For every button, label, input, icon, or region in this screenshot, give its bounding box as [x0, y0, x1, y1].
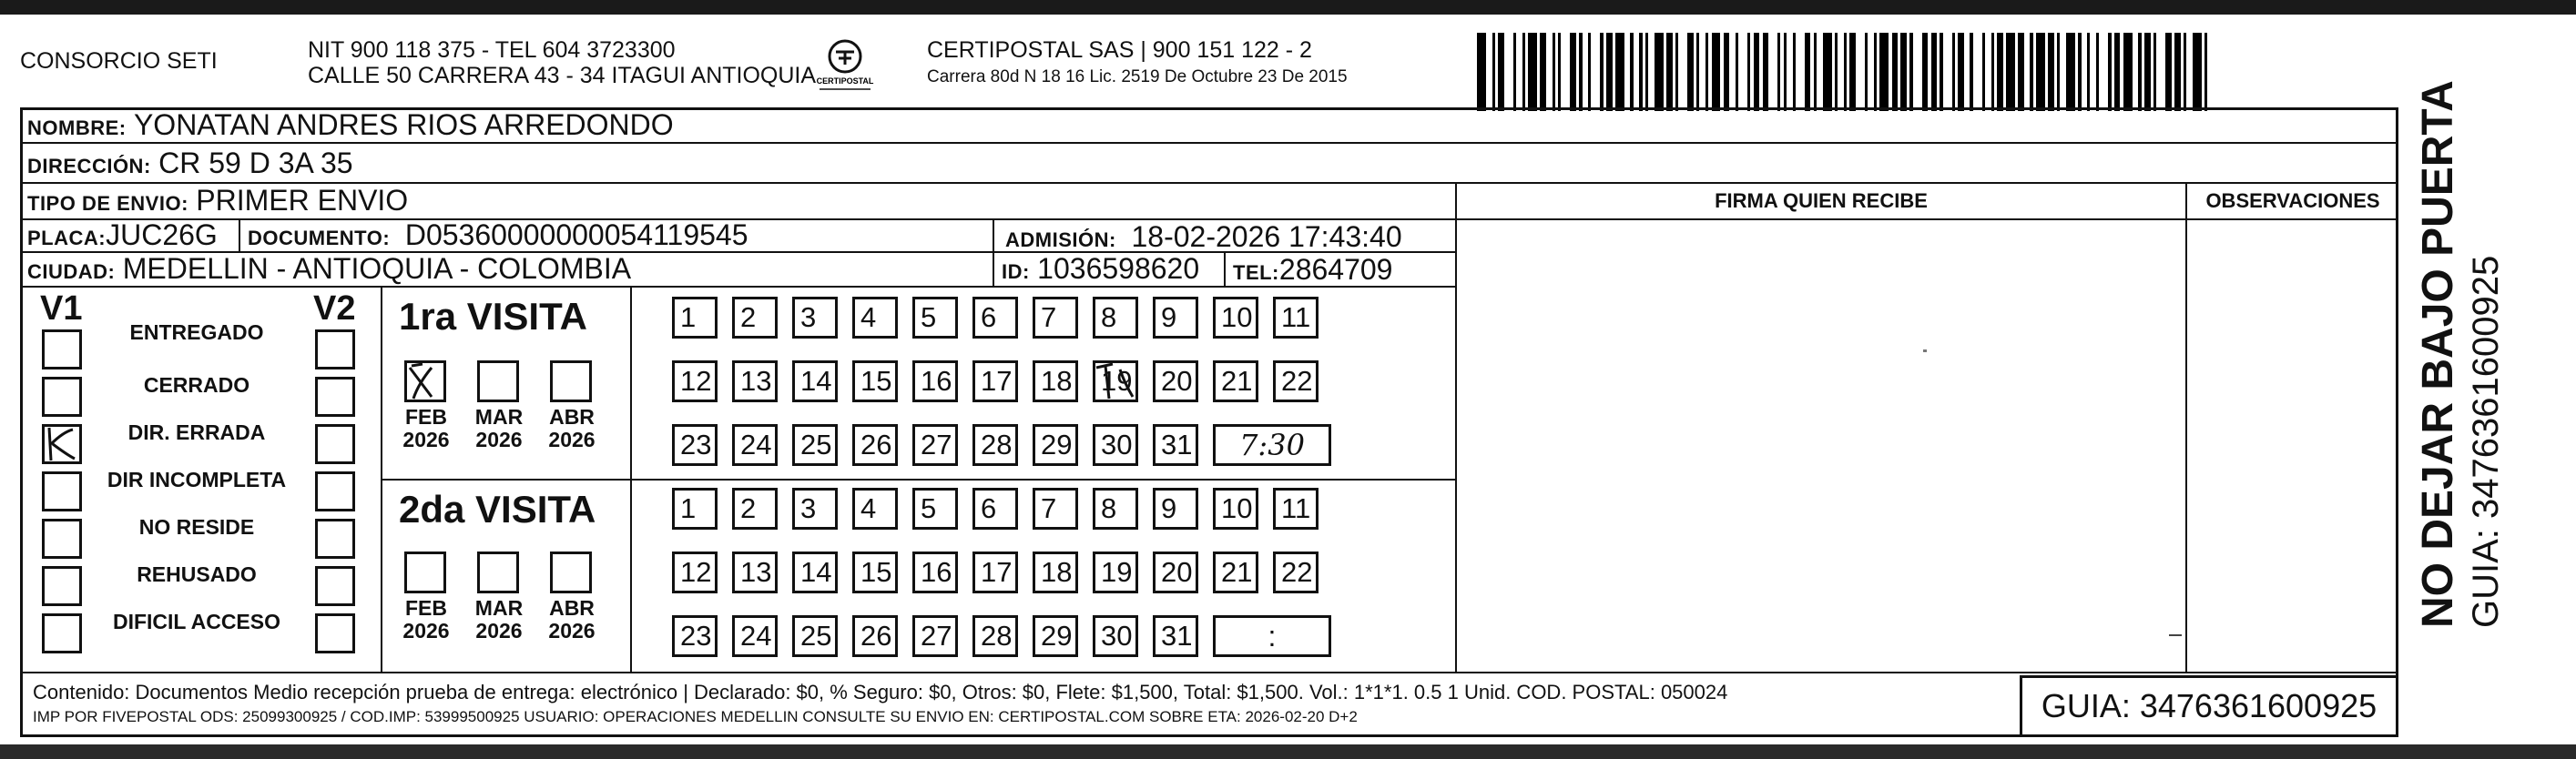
id-field: ID: 1036598620 — [1002, 252, 1200, 285]
day-box[interactable]: 10 — [1213, 488, 1258, 530]
v2-checkbox[interactable] — [315, 471, 355, 511]
month-label: MAR 2026 — [474, 596, 524, 643]
plate-field: PLACA:JUC26G — [27, 218, 218, 251]
v1-checkbox[interactable] — [42, 566, 82, 606]
name-field: NOMBRE: YONATAN ANDRES RIOS ARREDONDO — [27, 108, 674, 141]
status-reason-label: DIFICIL ACCESO — [112, 610, 280, 633]
certipostal-line: CERTIPOSTAL SAS | 900 151 122 - 2 — [927, 37, 1312, 63]
month-label: ABR 2026 — [548, 596, 596, 643]
day-box[interactable]: 10 — [1213, 297, 1258, 339]
status-reason-label: ENTREGADO — [129, 320, 264, 344]
day-box[interactable]: 23 — [672, 424, 718, 466]
day-box[interactable]: 13 — [732, 360, 778, 402]
recipient-address: CR 59 D 3A 35 — [158, 147, 353, 179]
tel-field: TEL:2864709 — [1233, 253, 1393, 286]
day-box[interactable]: 17 — [972, 360, 1018, 402]
day-box[interactable]: 9 — [1153, 488, 1198, 530]
recipient-name: YONATAN ANDRES RIOS ARREDONDO — [133, 108, 674, 141]
day-box[interactable]: 2 — [732, 488, 778, 530]
day-box[interactable]: 26 — [852, 615, 898, 657]
day-box[interactable]: 31 — [1153, 424, 1198, 466]
day-box[interactable]: 8 — [1093, 297, 1138, 339]
day-box[interactable]: 19 — [1093, 552, 1138, 593]
day-box[interactable]: 30 — [1093, 424, 1138, 466]
day-box[interactable]: 18 — [1033, 552, 1078, 593]
shipment-type: PRIMER ENVIO — [196, 184, 409, 217]
id-value: 1036598620 — [1037, 252, 1200, 285]
tel-value: 2864709 — [1278, 253, 1393, 286]
day-box[interactable]: 16 — [912, 552, 958, 593]
v2-header: V2 — [313, 289, 356, 328]
scan-mark — [2169, 634, 2182, 636]
day-box[interactable]: 27 — [912, 424, 958, 466]
day-box[interactable]: 6 — [972, 297, 1018, 339]
v1-checkbox[interactable] — [42, 613, 82, 653]
month-checkbox-abr[interactable] — [550, 552, 592, 593]
v2-checkbox[interactable] — [315, 613, 355, 653]
month-checkbox-abr[interactable] — [550, 360, 592, 402]
admission-value: 18-02-2026 17:43:40 — [1131, 220, 1402, 253]
side-warning — [2413, 80, 2508, 628]
day-box[interactable]: 24 — [732, 615, 778, 657]
status-reason-label: CERRADO — [143, 373, 250, 397]
nit-line: NIT 900 118 375 - TEL 604 3723300 — [308, 37, 676, 63]
day-box[interactable]: 25 — [792, 615, 838, 657]
svg-text:CERTIPOSTAL: CERTIPOSTAL — [816, 76, 874, 86]
v1-checkbox[interactable] — [42, 329, 82, 369]
day-box[interactable]: 7 — [1033, 488, 1078, 530]
first-visit-time[interactable]: 7:30 — [1213, 424, 1331, 466]
month-label: MAR 2026 — [474, 405, 524, 451]
day-box[interactable]: 15 — [852, 552, 898, 593]
second-visit-time[interactable]: : — [1213, 615, 1331, 657]
no-under-door-text: NO DEJAR BAJO PUERTA — [2414, 80, 2462, 628]
day-box[interactable]: 27 — [912, 615, 958, 657]
day-box[interactable]: 9 — [1153, 297, 1198, 339]
v2-checkbox[interactable] — [315, 519, 355, 559]
v2-checkbox[interactable] — [315, 329, 355, 369]
day-box[interactable]: 16 — [912, 360, 958, 402]
certipostal-logo — [809, 36, 881, 95]
v1-checkbox[interactable] — [42, 471, 82, 511]
status-reason-label: DIR. ERRADA — [127, 420, 266, 444]
day-box[interactable]: 2 — [732, 297, 778, 339]
day-box[interactable]: 14 — [792, 552, 838, 593]
day-box[interactable]: 3 — [792, 488, 838, 530]
v2-checkbox[interactable] — [315, 377, 355, 417]
v1-header: V1 — [40, 289, 83, 328]
v1-checkbox[interactable] — [42, 519, 82, 559]
license-line: Carrera 80d N 18 16 Lic. 2519 De Octubre 23 De 2015 — [927, 67, 1348, 86]
v2-checkbox[interactable] — [315, 424, 355, 464]
month-label: FEB 2026 — [402, 596, 450, 643]
day-box[interactable]: 25 — [792, 424, 838, 466]
day-box[interactable]: 11 — [1273, 488, 1319, 530]
day-box[interactable]: 29 — [1033, 424, 1078, 466]
day-box[interactable]: 18 — [1033, 360, 1078, 402]
day-box[interactable]: 28 — [972, 424, 1018, 466]
month-checkbox-feb[interactable] — [404, 360, 446, 402]
city-value: MEDELLIN - ANTIOQUIA - COLOMBIA — [122, 252, 632, 285]
month-label: FEB 2026 — [402, 405, 450, 451]
day-box[interactable]: 30 — [1093, 615, 1138, 657]
document-value: D05360000000054119545 — [404, 218, 748, 251]
day-box[interactable]: 7 — [1033, 297, 1078, 339]
day-box[interactable]: 12 — [672, 360, 718, 402]
month-checkbox-mar[interactable] — [477, 552, 519, 593]
day-box[interactable]: 12 — [672, 552, 718, 593]
day-box[interactable]: 4 — [852, 488, 898, 530]
admission-field: ADMISIÓN: 18-02-2026 17:43:40 — [1005, 220, 1402, 253]
v1-checkbox-marked[interactable] — [42, 424, 82, 464]
status-reason-label: DIR INCOMPLETA — [107, 468, 287, 491]
scan-speck — [1923, 349, 1927, 352]
city-field: CIUDAD: MEDELLIN - ANTIOQUIA - COLOMBIA — [27, 252, 632, 285]
day-box[interactable]: 1 — [672, 488, 718, 530]
address-line: CALLE 50 CARRERA 43 - 34 ITAGUI ANTIOQUIA — [308, 63, 817, 88]
footer-print-line: IMP POR FIVEPOSTAL ODS: 25099300925 / COD.IMP: 53999500925 USUARIO: OPERACIONES MEDELLIN CONSULTE SU ENVIO EN: CERTIPOSTAL.COM SOBRE ETA: 2026-02-20 D+2 — [33, 708, 1358, 725]
day-box[interactable]: 8 — [1093, 488, 1138, 530]
bottom-scan-edge — [0, 744, 2576, 759]
signature-header: FIRMA QUIEN RECIBE — [1715, 189, 1928, 212]
day-box[interactable]: 29 — [1033, 615, 1078, 657]
day-box[interactable]: 21 — [1213, 360, 1258, 402]
first-visit-title: 1ra VISITA — [399, 295, 587, 338]
address-field: DIRECCIÓN: CR 59 D 3A 35 — [27, 147, 353, 179]
day-box[interactable]: 20 — [1153, 552, 1198, 593]
day-box[interactable]: 15 — [852, 360, 898, 402]
day-box[interactable]: 24 — [732, 424, 778, 466]
company-name: CONSORCIO SETI — [20, 48, 218, 74]
day-box[interactable]: 31 — [1153, 615, 1198, 657]
day-box[interactable]: 13 — [732, 552, 778, 593]
top-scan-edge — [0, 0, 2576, 15]
month-checkbox-feb[interactable] — [404, 552, 446, 593]
month-label: ABR 2026 — [548, 405, 596, 451]
document-field: DOCUMENTO: D05360000000054119545 — [248, 218, 748, 251]
day-box[interactable]: 28 — [972, 615, 1018, 657]
status-reason-label: NO RESIDE — [138, 515, 255, 539]
guia-number: GUIA: 3476361600925 — [2020, 675, 2398, 737]
day-box[interactable]: 26 — [852, 424, 898, 466]
day-box[interactable]: 5 — [912, 297, 958, 339]
day-box[interactable]: 23 — [672, 615, 718, 657]
footer-content-line: Contenido: Documentos Medio recepción prueba de entrega: electrónico | Declarado: $0, % Seguro: $0, Otros: $0, Flete: $1,500, Total: $1,500. Vol.: 1*1*1. 0.5 1 Unid. COD. POSTAL: 050024 — [33, 681, 1728, 703]
day-box-marked[interactable]: 19 — [1093, 360, 1138, 402]
day-box[interactable]: 21 — [1213, 552, 1258, 593]
status-reason-label: REHUSADO — [137, 562, 257, 586]
shipment-type-field: TIPO DE ENVIO: PRIMER ENVIO — [27, 184, 409, 217]
barcode — [1477, 33, 2215, 111]
day-box[interactable]: 5 — [912, 488, 958, 530]
day-box[interactable]: 14 — [792, 360, 838, 402]
day-box[interactable]: 22 — [1273, 360, 1319, 402]
day-box[interactable]: 11 — [1273, 297, 1319, 339]
day-box[interactable]: 1 — [672, 297, 718, 339]
day-box[interactable]: 3 — [792, 297, 838, 339]
observations-header: OBSERVACIONES — [2205, 189, 2380, 212]
v1-checkbox[interactable] — [42, 377, 82, 417]
v2-checkbox[interactable] — [315, 566, 355, 606]
month-checkbox-mar[interactable] — [477, 360, 519, 402]
day-box[interactable]: 20 — [1153, 360, 1198, 402]
day-box[interactable]: 22 — [1273, 552, 1319, 593]
day-box[interactable]: 6 — [972, 488, 1018, 530]
side-guia-text: GUIA: 3476361600925 — [2466, 255, 2506, 628]
plate-value: JUC26G — [106, 218, 218, 251]
day-box[interactable]: 4 — [852, 297, 898, 339]
second-visit-title: 2da VISITA — [399, 488, 596, 531]
day-box[interactable]: 17 — [972, 552, 1018, 593]
